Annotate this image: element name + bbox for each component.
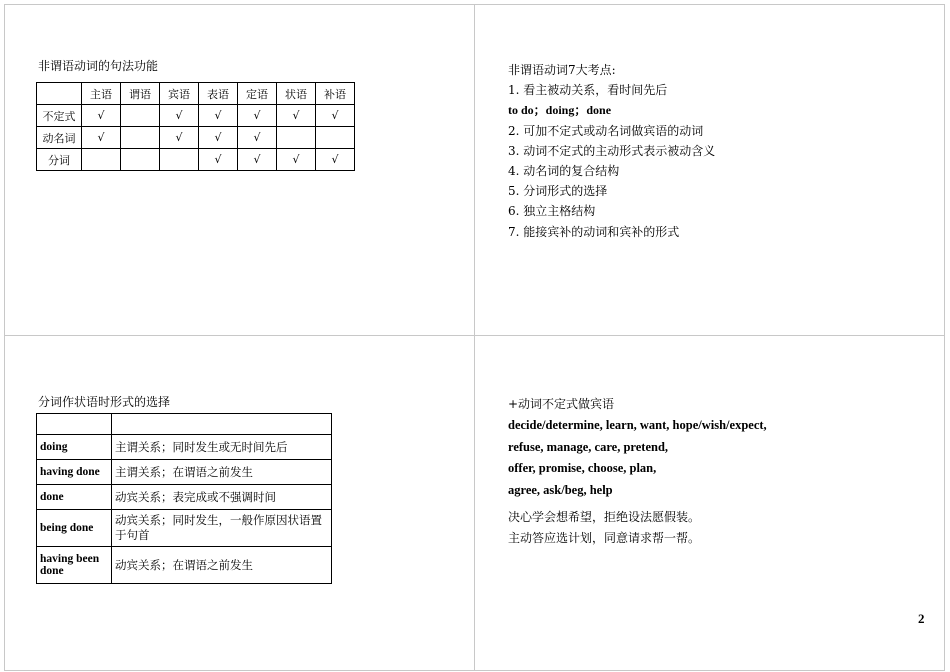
table-cell: √: [199, 127, 238, 149]
column-header: 主语: [82, 83, 121, 105]
column-header: 状语: [277, 83, 316, 105]
row-label: 分词: [37, 149, 82, 171]
table-cell: [277, 127, 316, 149]
form-cell: [37, 414, 112, 435]
table-cell: √: [199, 105, 238, 127]
table-cell: √: [316, 149, 355, 171]
key-point-item: 2. 可加不定式或动名词做宾语的动词: [508, 123, 704, 138]
table-cell: √: [199, 149, 238, 171]
table-cell: √: [277, 105, 316, 127]
table-row: [37, 127, 355, 149]
verb-line: refuse, manage, care, pretend,: [508, 439, 669, 454]
description-cell: 动宾关系；在谓语之前发生: [112, 547, 332, 584]
slide1-title: 非谓语动词的句法功能: [38, 59, 159, 73]
verb-line: offer, promise, choose, plan,: [508, 461, 657, 475]
description-cell: 动宾关系；同时发生，一般作原因状语置于句首: [112, 510, 332, 547]
mnemonic-line: 决心学会想希望，拒绝设法愿假装。: [508, 510, 701, 524]
table-cell: [82, 149, 121, 171]
key-point-item: 5. 分词形式的选择: [508, 184, 608, 199]
table-cell: [121, 149, 160, 171]
table-cell: √: [82, 127, 121, 149]
table-cell: [160, 149, 199, 171]
table-cell: √: [277, 149, 316, 171]
table-row: [37, 460, 332, 485]
vertical-divider: [474, 4, 475, 671]
table-row: [37, 105, 355, 127]
infinitive-object-verbs: [508, 394, 767, 549]
table-cell: [121, 127, 160, 149]
form-cell: having done: [37, 460, 112, 485]
column-header: 表语: [199, 83, 238, 105]
key-points-title: 非谓语动词7大考点:: [508, 63, 616, 77]
description-cell: [112, 414, 332, 435]
verb-line: agree, ask/beg, help: [508, 482, 613, 497]
row-label: 不定式: [37, 105, 82, 127]
participle-forms-table: [36, 413, 332, 584]
table-row: [37, 547, 332, 584]
table-cell: [121, 105, 160, 127]
form-cell: being done: [37, 510, 112, 547]
column-header: 补语: [316, 83, 355, 105]
table-row: [37, 485, 332, 510]
table-cell: √: [160, 127, 199, 149]
infinitive-title: +动词不定式做宾语: [508, 397, 615, 411]
table-cell: [316, 127, 355, 149]
column-header: 宾语: [160, 83, 199, 105]
key-point-item: to do；doing；done: [508, 103, 612, 118]
table-row: [37, 414, 332, 435]
form-cell: having been done: [37, 547, 112, 584]
form-cell: doing: [37, 435, 112, 460]
mnemonic-line: 主动答应选计划，同意请求帮一帮。: [508, 531, 701, 545]
table-cell: √: [238, 127, 277, 149]
form-cell: done: [37, 485, 112, 510]
table-cell: √: [238, 105, 277, 127]
syntax-function-table: [36, 82, 355, 171]
key-point-item: 4. 动名词的复合结构: [508, 164, 620, 179]
table-cell: √: [160, 105, 199, 127]
key-point-item: 6. 独立主格结构: [508, 204, 596, 219]
table-cell: √: [238, 149, 277, 171]
description-cell: 主谓关系；在谓语之前发生: [112, 460, 332, 485]
description-cell: 动宾关系；表完成或不强调时间: [112, 485, 332, 510]
row-label: 动名词: [37, 127, 82, 149]
verb-line: decide/determine, learn, want, hope/wish/expect,: [508, 418, 767, 432]
page-number: 2: [918, 611, 925, 626]
table-row: [37, 435, 332, 460]
key-point-item: 7. 能接宾补的动词和宾补的形式: [508, 224, 680, 239]
table-row: [37, 149, 355, 171]
description-cell: 主谓关系；同时发生或无时间先后: [112, 435, 332, 460]
table-row: [37, 510, 332, 547]
key-point-item: 1. 看主被动关系，看时间先后: [508, 83, 668, 98]
key-points-list: [508, 60, 715, 242]
table-cell: √: [82, 105, 121, 127]
table-cell: √: [316, 105, 355, 127]
column-header: 定语: [238, 83, 277, 105]
column-header: 谓语: [121, 83, 160, 105]
horizontal-divider: [4, 335, 945, 336]
key-point-item: 3. 动词不定式的主动形式表示被动含义: [508, 143, 716, 158]
table-corner-cell: [37, 83, 82, 105]
slide3-title: 分词作状语时形式的选择: [38, 395, 171, 409]
